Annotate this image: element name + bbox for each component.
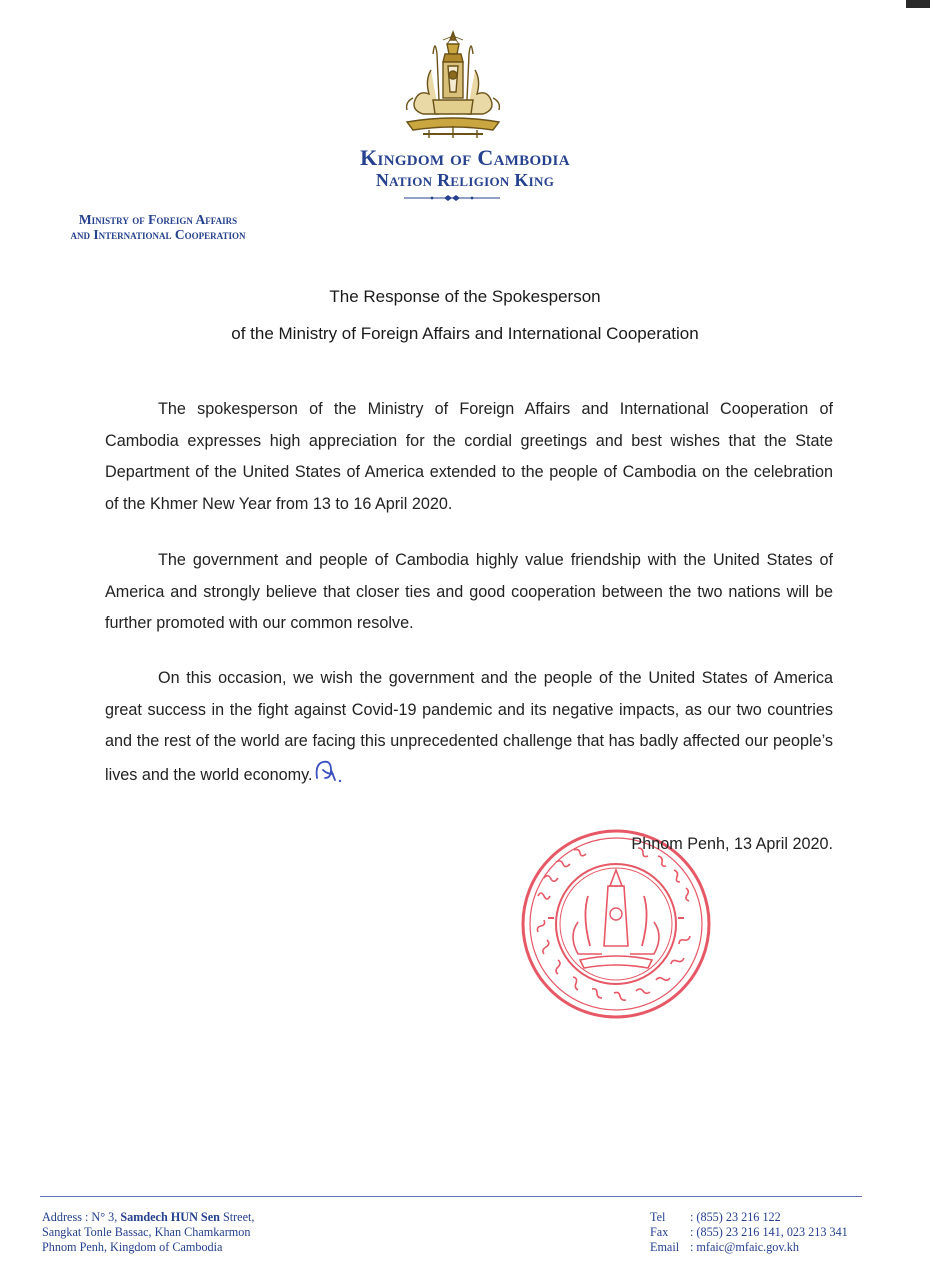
paragraph-3 xyxy=(105,663,833,791)
address-suffix: Street, xyxy=(219,1210,255,1224)
paragraph-1: The spokesperson of the Ministry of Foreign Affairs and International Cooperation of Cambodia expresses high appreciation for the cordial greetings and best wishes that the State Department of the United States of America extended to the people of Cambodia on the celebration of the Khmer New Year from 13 to 16 April 2020. xyxy=(105,400,833,513)
fax-label: Fax xyxy=(650,1225,669,1239)
address-prefix: Address : N° 3, xyxy=(42,1210,121,1224)
scan-edge-mark xyxy=(906,0,930,8)
address-line-3: Phnom Penh, Kingdom of Cambodia xyxy=(42,1240,223,1254)
national-motto: Nation Religion King xyxy=(375,170,555,190)
paragraph-3-text: On this occasion, we wish the government and the people of the United States of America great success in the fight against Covid-19 pandemic and its negative impacts, as our two countries and the rest of the world are facing this unprecedented challenge that has badly affected our people’s lives and the world economy. xyxy=(105,669,833,784)
email-row xyxy=(650,1240,848,1255)
tel-label: Tel xyxy=(650,1210,666,1224)
ministry-line-1: Ministry of Foreign Affairs xyxy=(78,212,238,227)
ornament-divider xyxy=(402,193,502,203)
fax-row xyxy=(650,1225,848,1240)
address-line-2: Sangkat Tonle Bassac, Khan Chamkarmon xyxy=(42,1225,251,1239)
handwritten-initial-mark xyxy=(313,758,343,784)
kingdom-title: Kingdom of Cambodia xyxy=(360,145,570,170)
ministry-line-2: and International Cooperation xyxy=(70,227,246,242)
place-and-date: Phnom Penh, 13 April 2020. xyxy=(631,835,833,853)
footer-divider xyxy=(40,1196,862,1197)
address-street: Samdech HUN Sen xyxy=(120,1210,220,1224)
document-title-line-2: of the Ministry of Foreign Affairs and International Cooperation xyxy=(231,324,699,343)
email-label: Email xyxy=(650,1240,680,1254)
ministry-letterhead xyxy=(18,212,298,242)
tel-value: : (855) 23 216 122 xyxy=(690,1210,781,1224)
document-title-line-1: The Response of the Spokesperson xyxy=(329,287,601,306)
footer-address xyxy=(42,1210,254,1255)
fax-value: : (855) 23 216 141, 023 213 341 xyxy=(690,1225,848,1239)
paragraph-2: The government and people of Cambodia highly value friendship with the United States of America and strongly believe that closer ties and good cooperation between the two nations will be further promoted with our common resolve. xyxy=(105,551,833,632)
tel-row xyxy=(650,1210,848,1225)
address-line-1 xyxy=(42,1210,254,1225)
royal-arms-emblem xyxy=(393,30,513,142)
official-ministry-seal xyxy=(518,826,714,1022)
footer-contact xyxy=(650,1210,848,1255)
email-value[interactable]: : mfaic@mfaic.gov.kh xyxy=(690,1240,799,1254)
